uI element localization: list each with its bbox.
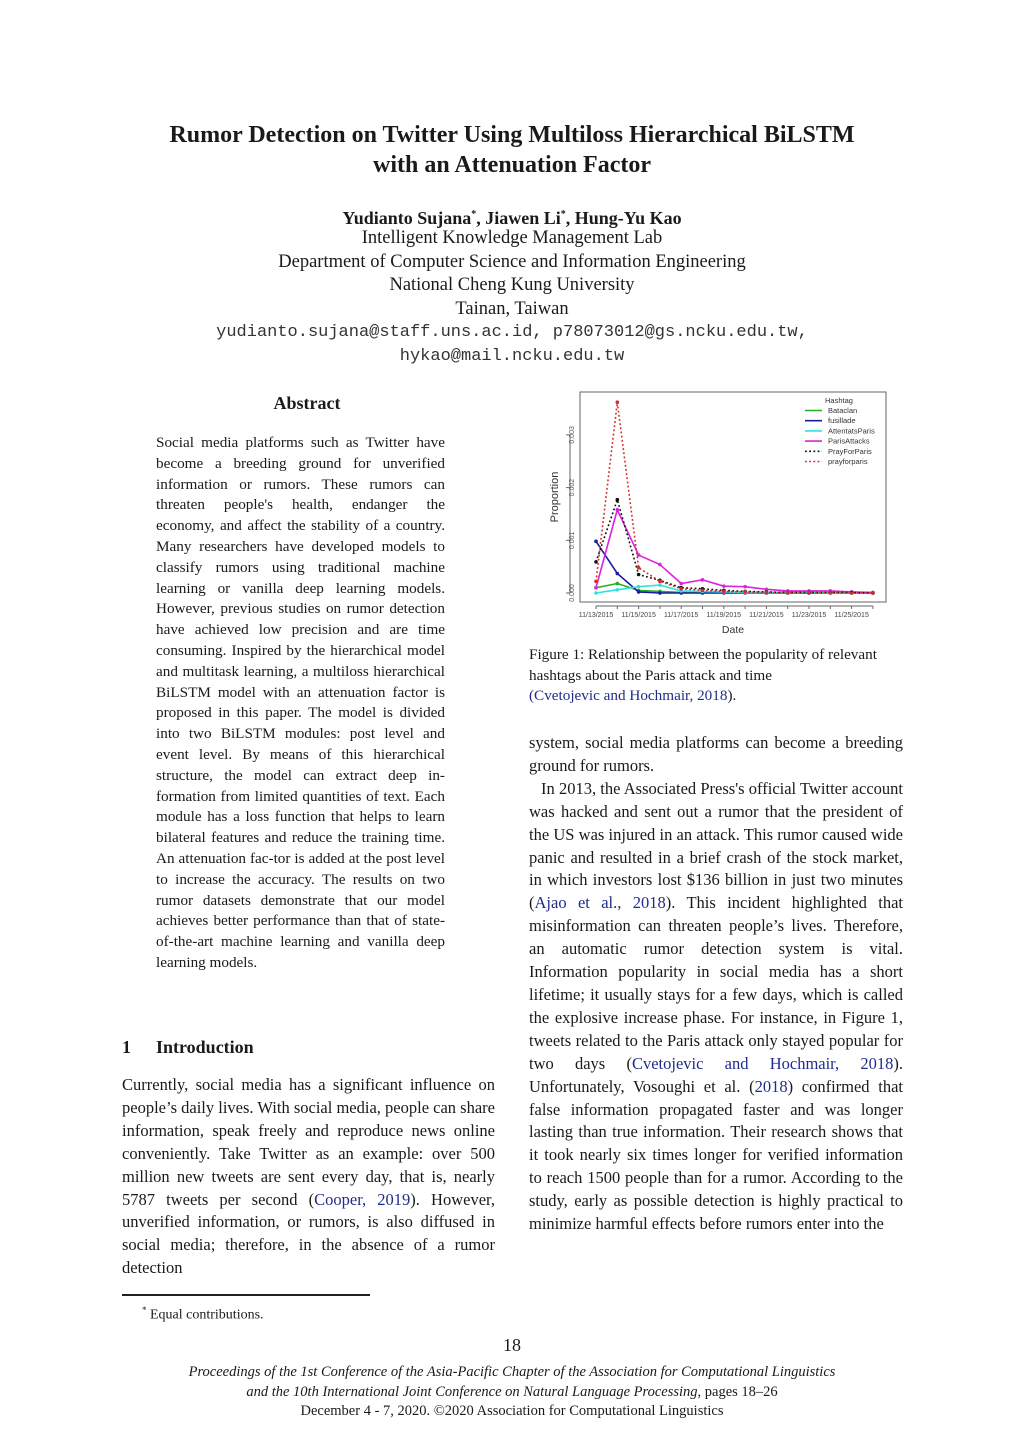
emails-line-1: yudianto.sujana@staff.uns.ac.id, p78073012@gs.ncku.edu.tw, <box>216 323 808 342</box>
paragraph: system, social media platforms can become a breeding ground for rumors. <box>529 733 903 775</box>
legend-item: fusillade <box>828 416 856 426</box>
legend-title: Hashtag <box>825 396 853 405</box>
y-axis <box>566 426 576 602</box>
caption-text: Figure 1: Relationship between the popularity of relevant hashtags about the Paris attack and time <box>529 646 877 684</box>
title-line-2: with an Attenuation Factor <box>373 152 651 178</box>
affiliation-university: National Cheng Kung University <box>389 275 635 295</box>
body-text: Currently, social media has a significant influence on people’s daily lives. With social media, people can share information, speak freely and reproduce news online conveniently. Take Twitter as an example: over 500 million new tweets are sent every day, that is, nearly 5787 tweets per second ( <box>122 1075 495 1209</box>
proceedings-footer <box>0 1363 1024 1422</box>
body-text: ) confirmed that false information propagated faster and was longer lasting than true information. Their research shows that it took nearly six times longer for verified information to reach 1500 people than for a rumor. According to the study, early as possible detection is highly practical to minimize harmful effects before rumors enter into the <box>529 1076 903 1234</box>
citation-link[interactable]: Cooper, 2019 <box>314 1189 411 1209</box>
paragraph <box>529 778 903 1236</box>
proceedings-line-2: and the 10th International Joint Conference on Natural Language Processing <box>246 1383 698 1400</box>
legend-item: ParisAttacks <box>828 436 870 446</box>
figure-1-chart <box>535 388 895 640</box>
footnote-divider <box>122 1294 370 1296</box>
proceedings-line-1: Proceedings of the 1st Conference of the Asia-Pacific Chapter of the Association for Computational Linguistics <box>188 1364 836 1380</box>
author-name: Yudianto Sujana <box>342 208 472 228</box>
section-number: 1 <box>122 1037 131 1057</box>
legend-item: PrayForParis <box>828 446 872 456</box>
series-line-ParisAttacks <box>596 510 873 593</box>
chart-legend <box>805 396 875 466</box>
body-text: ). This incident highlighted that misinformation can threaten people’s lives. Therefore, an automatic rumor detection system is vital. Information popularity in social media has a short lifetime; it usually stays for a few days, which is called the explosive increase phase. For instance, in Figure 1, tweets related to the Paris attack only stayed popular for two days ( <box>529 893 903 1073</box>
figure-caption <box>529 645 903 707</box>
footnote-text: Equal contributions. <box>150 1307 264 1323</box>
affiliation-lab: Intelligent Knowledge Management Lab <box>361 228 663 248</box>
series-line-PrayForParis <box>596 500 873 593</box>
citation-link[interactable]: Cvetojevic and Hochmair, 2018 <box>631 1053 894 1073</box>
section-title: Introduction <box>156 1037 254 1057</box>
footnote <box>142 1305 264 1324</box>
emails-line-2: hykao@mail.ncku.edu.tw <box>399 346 625 366</box>
legend-item: Bataclan <box>828 406 858 415</box>
intro-right-column <box>529 732 903 1236</box>
y-tick-label: 0.003 <box>569 426 576 444</box>
author-name: Hung-Yu Kao <box>574 208 682 228</box>
body-text: ). However, unverified information, or rumors, is also diffused in social media; therefore, in the absence of a rumor detection <box>122 1189 495 1278</box>
x-tick-label: 11/19/2015 <box>706 612 742 619</box>
abstract-heading: Abstract <box>273 393 341 413</box>
y-tick-label: 0.002 <box>569 478 576 497</box>
body-text: ). Unfortunately, Vosoughi et al. ( <box>529 1053 903 1096</box>
author-mark: * <box>471 209 477 220</box>
y-axis-label: Proportion <box>549 471 561 523</box>
proceedings-pages: , pages 18–26 <box>697 1383 778 1400</box>
citation-link[interactable]: 2018 <box>754 1076 788 1096</box>
x-axis <box>579 606 873 619</box>
x-tick-label: 11/21/2015 <box>749 612 784 619</box>
author-name: Jiawen Li <box>485 208 561 228</box>
affiliation-location: Tainan, Taiwan <box>455 298 569 319</box>
x-tick-label: 11/13/2015 <box>578 612 614 619</box>
caption-text: ). <box>727 687 737 704</box>
intro-left-column <box>122 1074 495 1280</box>
author-mark: * <box>560 209 566 220</box>
body-text: In 2013, the Associated Press's official Twitter account was hacked and sent out a rumor that the president of the US was injured in an attack. This rumor caused wide panic and resulted in a brief crash of the stock market, in which investors lost $136 billion in just two minutes ( <box>529 778 903 913</box>
footnote-mark: * <box>142 1305 147 1315</box>
x-tick-label: 11/25/2015 <box>834 612 869 619</box>
citation-link[interactable]: (Cvetojevic and Hochmair, 2018 <box>529 687 728 704</box>
legend-item: AttentatsParis <box>828 426 875 436</box>
affiliation-department: Department of Computer Science and Information Engineering <box>278 251 746 272</box>
y-tick-label: 0.000 <box>569 584 576 602</box>
x-axis-label: Date <box>721 624 745 636</box>
proceedings-line-3: December 4 - 7, 2020. ©2020 Association for Computational Linguistics <box>300 1403 724 1419</box>
author-list: Yudianto Sujana*, Jiawen Li*, Hung-Yu Kao <box>342 208 682 228</box>
page-number: 18 <box>503 1335 521 1355</box>
x-tick-label: 11/17/2015 <box>663 612 699 619</box>
y-tick-label: 0.001 <box>569 531 576 550</box>
legend-item: prayforparis <box>828 457 868 466</box>
x-tick-label: 11/15/2015 <box>621 612 656 619</box>
section-heading <box>122 1037 254 1058</box>
title-line-1: Rumor Detection on Twitter Using Multiloss Hierarchical BiLSTM <box>169 122 855 148</box>
abstract-body: Social media platforms such as Twitter have become a breeding ground for unverified information or rumors. These rumors can threaten people's health, endanger the economy, and affect the stability of a country. Many researchers have developed models to classify rumors using traditional machine learning or vanilla deep learning models. However, previous studies on rumor detection have achieved low precision and are time consuming. Inspired by the hierarchical model and multitask learning, a multiloss hierarchical BiLSTM model with an attenuation factor is proposed in this paper. The model is divided into two BiLSTM modules: post level and event level. By means of this hierarchical structure, the model can extract deep in-formation from limited quantities of text. Each module has a loss function that helps to learn bilateral features and reduce the training time. An attenuation fac-tor is added at the post level to increase the accuracy. The results on two rumor datasets demonstrate that our model achieves better performance than that of state-of-the-art machine learning and vanilla deep learning models. <box>156 434 445 971</box>
citation-link[interactable]: Ajao et al., 2018 <box>534 893 666 913</box>
paper-title <box>0 120 1024 180</box>
x-tick-label: 11/23/2015 <box>791 612 827 619</box>
